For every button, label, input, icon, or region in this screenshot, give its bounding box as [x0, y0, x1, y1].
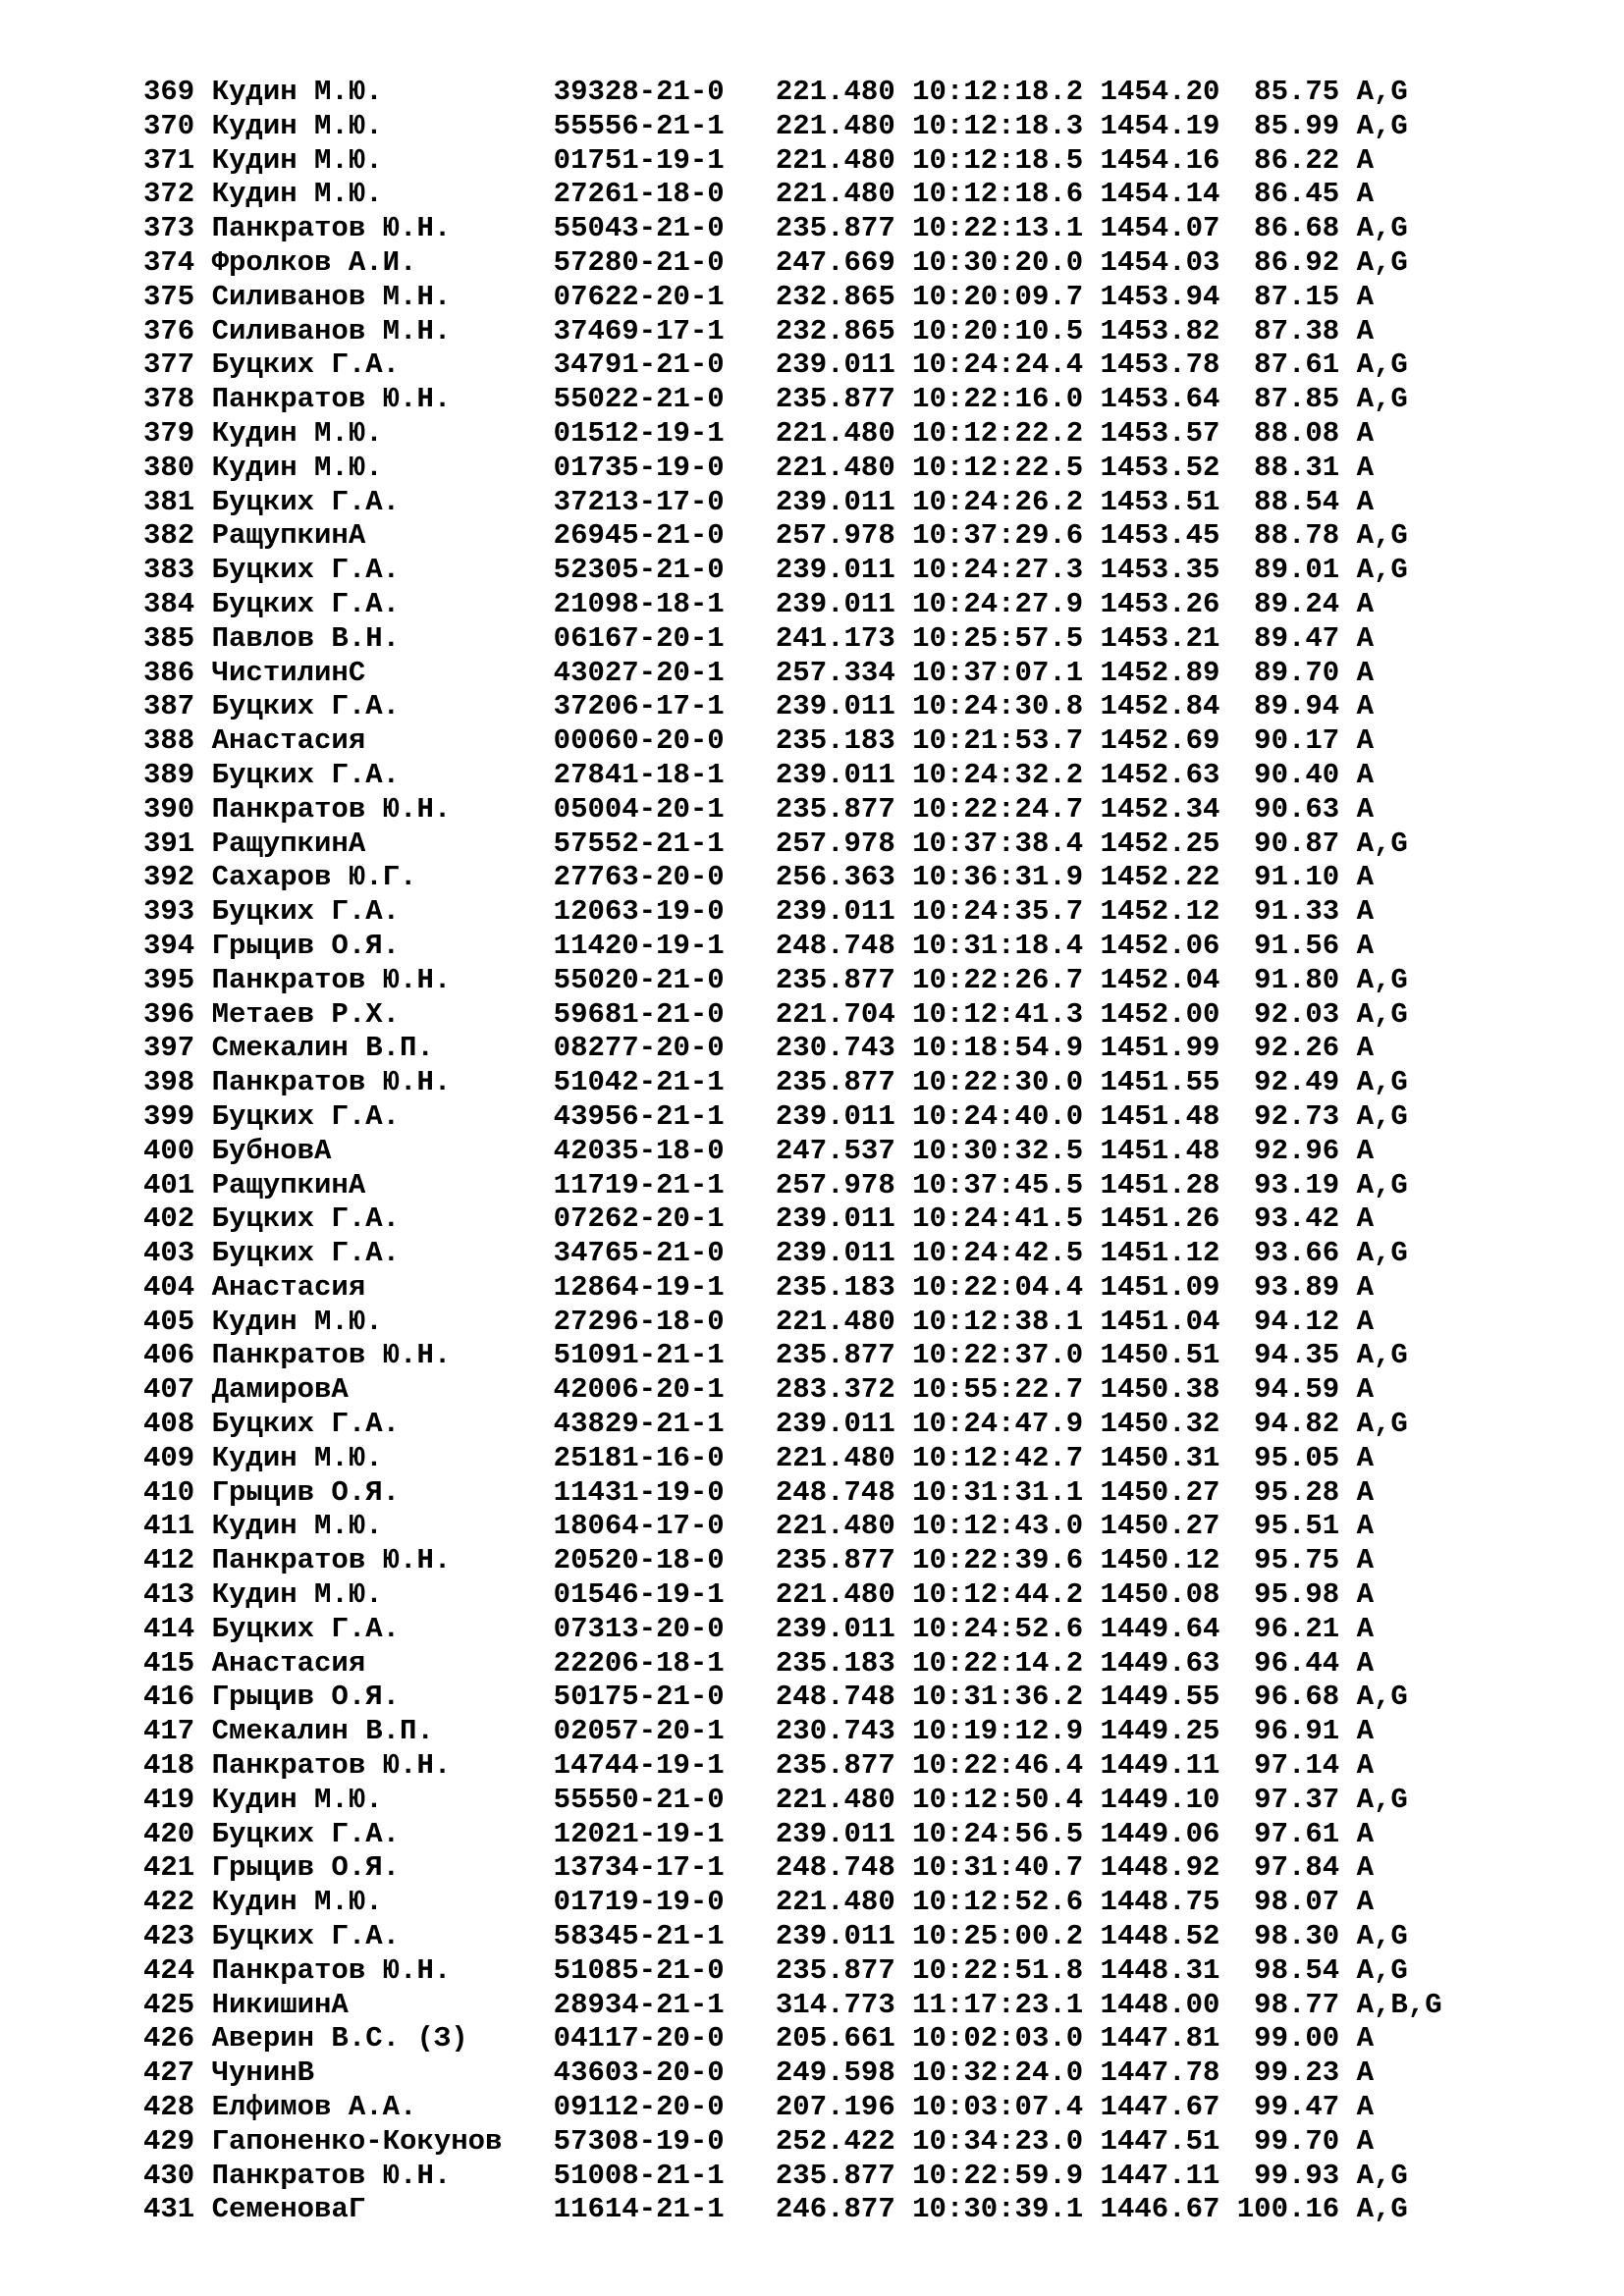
result-row: 382 РащупкинА 26945-21-0 257.978 10:37:29.6 1453.45 88.78 A,G	[143, 519, 1408, 553]
result-row: 422 Кудин М.Ю. 01719-19-0 221.480 10:12:52.6 1448.75 98.07 A	[143, 1886, 1375, 1919]
result-row: 376 Силиванов М.Н. 37469-17-1 232.865 10:20:10.5 1453.82 87.38 A	[143, 314, 1375, 347]
result-row: 420 Буцких Г.А. 12021-19-1 239.011 10:24:56.5 1449.06 97.61 A	[143, 1817, 1375, 1850]
result-row: 423 Буцких Г.А. 58345-21-1 239.011 10:25:00.2 1448.52 98.30 A,G	[143, 1920, 1408, 1953]
result-row: 395 Панкратов Ю.Н. 55020-21-0 235.877 10:22:26.7 1452.04 91.80 A,G	[143, 963, 1408, 996]
result-row: 411 Кудин М.Ю. 18064-17-0 221.480 10:12:43.0 1450.27 95.51 A	[143, 1510, 1375, 1543]
result-row: 414 Буцких Г.А. 07313-20-0 239.011 10:24:52.6 1449.64 96.21 A	[143, 1612, 1375, 1645]
result-row: 426 Аверин В.С. (З) 04117-20-0 205.661 10:02:03.0 1447.81 99.00 A	[143, 2022, 1375, 2056]
result-row: 407 ДамировА 42006-20-1 283.372 10:55:22.7 1450.38 94.59 A	[143, 1373, 1375, 1407]
result-row: 430 Панкратов Ю.Н. 51008-21-1 235.877 10:22:59.9 1447.11 99.93 A,G	[143, 2159, 1408, 2192]
result-row: 418 Панкратов Ю.Н. 14744-19-1 235.877 10:22:46.4 1449.11 97.14 A	[143, 1749, 1375, 1783]
result-row: 390 Панкратов Ю.Н. 05004-20-1 235.877 10:22:24.7 1452.34 90.63 A	[143, 792, 1375, 826]
result-row: 408 Буцких Г.А. 43829-21-1 239.011 10:24:47.9 1450.32 94.82 A,G	[143, 1408, 1408, 1441]
result-row: 394 Грыцив О.Я. 11420-19-1 248.748 10:31:18.4 1452.06 91.56 A	[143, 929, 1375, 962]
result-row: 389 Буцких Г.А. 27841-18-1 239.011 10:24:32.2 1452.63 90.40 A	[143, 758, 1375, 791]
result-row: 398 Панкратов Ю.Н. 51042-21-1 235.877 10:22:30.0 1451.55 92.49 A,G	[143, 1066, 1408, 1099]
result-row: 428 Елфимов А.А. 09112-20-0 207.196 10:03:07.4 1447.67 99.47 A	[143, 2091, 1375, 2124]
result-row: 377 Буцких Г.А. 34791-21-0 239.011 10:24:24.4 1453.78 87.61 A,G	[143, 348, 1408, 382]
result-row: 425 НикишинА 28934-21-1 314.773 11:17:23.1 1448.00 98.77 A,B,G	[143, 1988, 1442, 2021]
result-row: 383 Буцких Г.А. 52305-21-0 239.011 10:24:27.3 1453.35 89.01 A,G	[143, 554, 1408, 587]
result-row: 385 Павлов В.Н. 06167-20-1 241.173 10:25:57.5 1453.21 89.47 A	[143, 621, 1375, 655]
result-row: 417 Смекалин В.П. 02057-20-1 230.743 10:19:12.9 1449.25 96.91 A	[143, 1715, 1375, 1748]
result-row: 400 БубновА 42035-18-0 247.537 10:30:32.5 1451.48 92.96 A	[143, 1134, 1375, 1167]
result-row: 405 Кудин М.Ю. 27296-18-0 221.480 10:12:38.1 1451.04 94.12 A	[143, 1305, 1375, 1338]
result-row: 416 Грыцив О.Я. 50175-21-0 248.748 10:31:36.2 1449.55 96.68 A,G	[143, 1681, 1408, 1714]
result-row: 412 Панкратов Ю.Н. 20520-18-0 235.877 10:22:39.6 1450.12 95.75 A	[143, 1544, 1375, 1577]
result-row: 369 Кудин М.Ю. 39328-21-0 221.480 10:12:18.2 1454.20 85.75 A,G	[143, 76, 1408, 108]
result-row: 415 Анастасия 22206-18-1 235.183 10:22:14.2 1449.63 96.44 A	[143, 1646, 1375, 1680]
result-row: 419 Кудин М.Ю. 55550-21-0 221.480 10:12:50.4 1449.10 97.37 A,G	[143, 1783, 1408, 1816]
result-row: 375 Силиванов М.Н. 07622-20-1 232.865 10:20:09.7 1453.94 87.15 A	[143, 280, 1375, 313]
result-row: 413 Кудин М.Ю. 01546-19-1 221.480 10:12:44.2 1450.08 95.98 A	[143, 1578, 1375, 1612]
result-row: 402 Буцких Г.А. 07262-20-1 239.011 10:24:41.5 1451.26 93.42 A	[143, 1202, 1375, 1236]
result-row: 374 Фролков А.И. 57280-21-0 247.669 10:30:20.0 1454.03 86.92 A,G	[143, 245, 1408, 279]
result-row: 387 Буцких Г.А. 37206-17-1 239.011 10:24:30.8 1452.84 89.94 A	[143, 690, 1375, 723]
result-row: 371 Кудин М.Ю. 01751-19-1 221.480 10:12:18.5 1454.16 86.22 A	[143, 143, 1375, 177]
result-row: 392 Сахаров Ю.Г. 27763-20-0 256.363 10:36:31.9 1452.22 91.10 A	[143, 861, 1375, 894]
result-row: 399 Буцких Г.А. 43956-21-1 239.011 10:24:40.0 1451.48 92.73 A,G	[143, 1099, 1408, 1133]
result-row: 424 Панкратов Ю.Н. 51085-21-0 235.877 10:22:51.8 1448.31 98.54 A,G	[143, 1953, 1408, 1987]
result-row: 431 СеменоваГ 11614-21-1 246.877 10:30:39.1 1446.67 100.16 A,G	[143, 2193, 1408, 2226]
result-row: 373 Панкратов Ю.Н. 55043-21-0 235.877 10:22:13.1 1454.07 86.68 A,G	[143, 212, 1408, 245]
result-row: 380 Кудин М.Ю. 01735-19-0 221.480 10:12:22.5 1453.52 88.31 A	[143, 451, 1375, 484]
result-row: 403 Буцких Г.А. 34765-21-0 239.011 10:24:42.5 1451.12 93.66 A,G	[143, 1237, 1408, 1270]
result-row: 379 Кудин М.Ю. 01512-19-1 221.480 10:12:22.2 1453.57 88.08 A	[143, 416, 1375, 450]
result-row: 391 РащупкинА 57552-21-1 257.978 10:37:38.4 1452.25 90.87 A,G	[143, 827, 1408, 860]
result-row: 388 Анастасия 00060-20-0 235.183 10:21:53.7 1452.69 90.17 A	[143, 724, 1375, 758]
result-row: 396 Метаев Р.Х. 59681-21-0 221.704 10:12:41.3 1452.00 92.03 A,G	[143, 997, 1408, 1031]
result-row: 378 Панкратов Ю.Н. 55022-21-0 235.877 10:22:16.0 1453.64 87.85 A,G	[143, 383, 1408, 416]
result-row: 372 Кудин М.Ю. 27261-18-0 221.480 10:12:18.6 1454.14 86.45 A	[143, 178, 1375, 211]
result-row: 429 Гапоненко-Кокунов 57308-19-0 252.422 10:34:23.0 1447.51 99.70 A	[143, 2124, 1375, 2158]
result-row: 401 РащупкинА 11719-21-1 257.978 10:37:45.5 1451.28 93.19 A,G	[143, 1168, 1408, 1201]
result-row: 404 Анастасия 12864-19-1 235.183 10:22:04.4 1451.09 93.89 A	[143, 1270, 1375, 1304]
result-row: 384 Буцких Г.А. 21098-18-1 239.011 10:24:27.9 1453.26 89.24 A	[143, 587, 1375, 620]
result-row: 409 Кудин М.Ю. 25181-16-0 221.480 10:12:42.7 1450.31 95.05 A	[143, 1441, 1375, 1474]
result-row: 421 Грыцив О.Я. 13734-17-1 248.748 10:31:40.7 1448.92 97.84 A	[143, 1851, 1375, 1885]
result-row: 370 Кудин М.Ю. 55556-21-1 221.480 10:12:18.3 1454.19 85.99 A,G	[143, 109, 1408, 142]
result-row: 410 Грыцив О.Я. 11431-19-0 248.748 10:31:31.1 1450.27 95.28 A	[143, 1475, 1375, 1509]
results-table	[143, 76, 1442, 2227]
result-row: 381 Буцких Г.А. 37213-17-0 239.011 10:24:26.2 1453.51 88.54 A	[143, 485, 1375, 518]
result-row: 393 Буцких Г.А. 12063-19-0 239.011 10:24:35.7 1452.12 91.33 A	[143, 895, 1375, 929]
result-row: 397 Смекалин В.П. 08277-20-0 230.743 10:18:54.9 1451.99 92.26 A	[143, 1032, 1375, 1065]
result-row: 386 ЧистилинС 43027-20-1 257.334 10:37:07.1 1452.89 89.70 A	[143, 656, 1375, 689]
result-row: 406 Панкратов Ю.Н. 51091-21-1 235.877 10:22:37.0 1450.51 94.35 A,G	[143, 1339, 1408, 1372]
result-row: 427 ЧунинВ 43603-20-0 249.598 10:32:24.0 1447.78 99.23 A	[143, 2056, 1375, 2090]
